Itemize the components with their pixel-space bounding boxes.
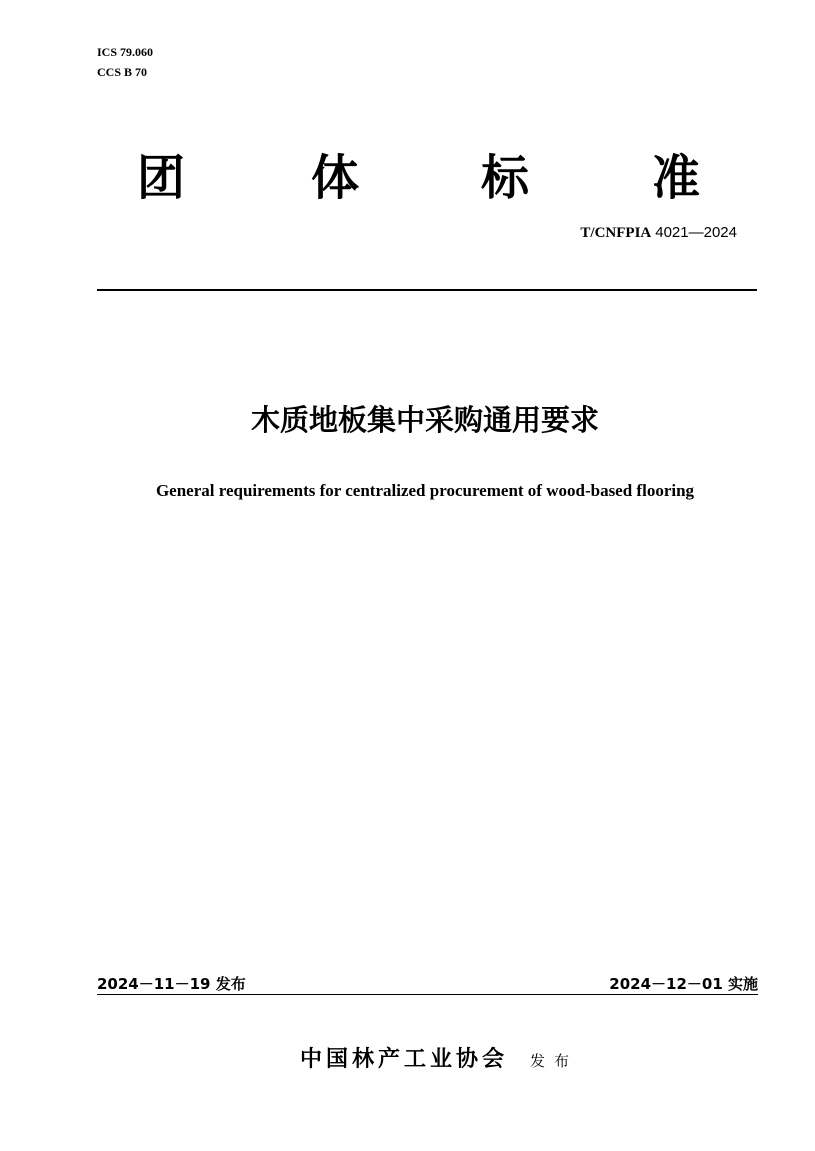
document-title-en: General requirements for centralized procurement of wood-based flooring [155, 481, 695, 500]
publisher-name: 中国林产工业协会 [300, 1047, 509, 1072]
document-title-zh: 木质地板集中采购通用要求 [250, 403, 599, 437]
standard-code-number: 4021—2024 [655, 224, 737, 241]
bottom-divider [97, 994, 758, 995]
standard-type-char: 团 [137, 150, 186, 206]
issue-date: 2024－11－19 发布 [97, 975, 246, 993]
publisher-suffix: 发布 [530, 1052, 579, 1070]
ccs-code: CCS B 70 [97, 65, 148, 79]
standard-type-heading [97, 146, 757, 210]
standard-code-prefix: T/CNFPIA [580, 225, 652, 241]
standard-type-char: 准 [652, 150, 701, 206]
ics-code: ICS 79.060 [97, 45, 154, 59]
implementation-date: 2024－12－01 实施 [609, 975, 758, 993]
classification-codes [97, 42, 153, 82]
standard-type-char: 标 [481, 150, 530, 206]
standard-code [580, 222, 737, 243]
publisher-line [300, 1043, 578, 1077]
standard-type-char: 体 [311, 150, 360, 206]
top-divider [97, 289, 757, 291]
